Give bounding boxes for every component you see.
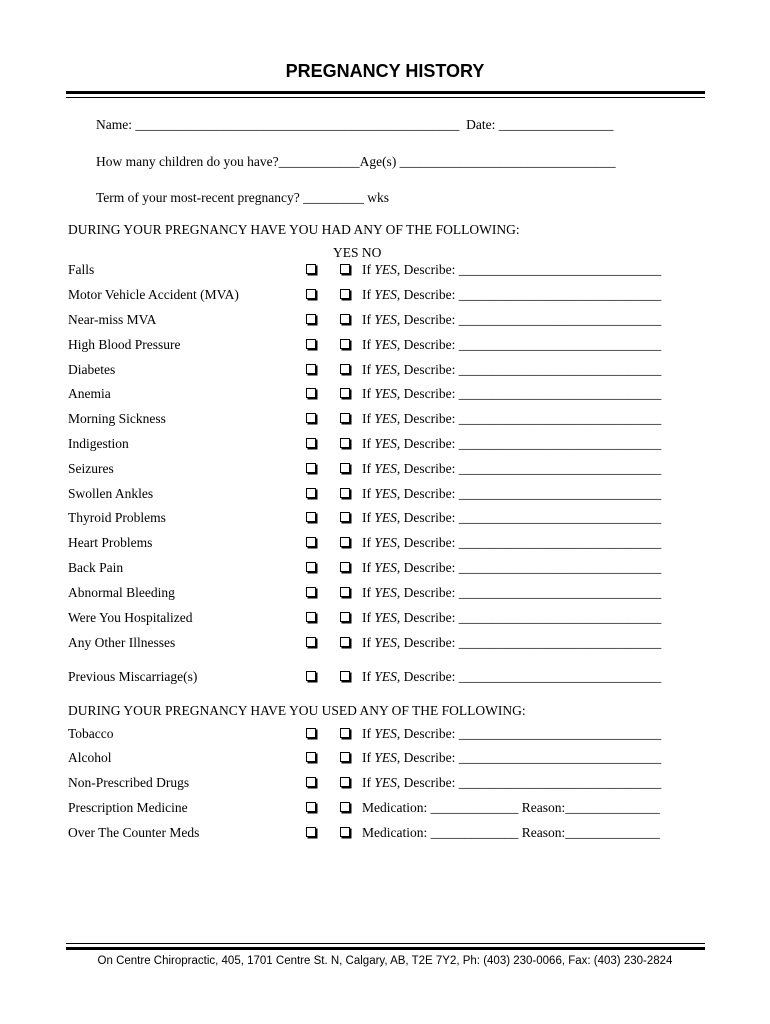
section2-heading: DURING YOUR PREGNANCY HAVE YOU USED ANY OF THE FOLLOWING: (68, 703, 526, 718)
if-text: If (362, 262, 375, 277)
question-label: Seizures (68, 461, 114, 476)
describe-field[interactable] (362, 461, 661, 477)
question-row (0, 535, 770, 553)
yes-checkbox[interactable] (306, 264, 316, 274)
if-text: If (362, 750, 375, 765)
question-label: Diabetes (68, 362, 116, 377)
yes-emphasis: YES (374, 337, 397, 352)
yes-checkbox[interactable] (306, 537, 316, 547)
question-label: Motor Vehicle Accident (MVA) (68, 287, 239, 302)
describe-field[interactable] (362, 436, 661, 452)
yes-checkbox[interactable] (306, 512, 316, 522)
footer-rule-thick (66, 947, 705, 950)
yes-emphasis: YES (374, 262, 397, 277)
question-row (0, 610, 770, 628)
no-checkbox[interactable] (340, 488, 350, 498)
yes-checkbox[interactable] (306, 671, 316, 681)
question-row (0, 775, 770, 793)
describe-text: Medication: _____________ Reason:______________ (362, 800, 660, 815)
describe-field[interactable] (362, 669, 661, 685)
yes-emphasis: YES (374, 386, 397, 401)
yes-checkbox[interactable] (306, 728, 316, 738)
if-text: If (362, 560, 375, 575)
question-row (0, 510, 770, 528)
no-checkbox[interactable] (340, 314, 350, 324)
no-checkbox[interactable] (340, 802, 350, 812)
yes-checkbox[interactable] (306, 463, 316, 473)
describe-field[interactable] (362, 337, 661, 353)
no-checkbox[interactable] (340, 752, 350, 762)
describe-text: , Describe: ______________________________ (396, 312, 662, 327)
question-row (0, 287, 770, 305)
if-text: If (362, 337, 375, 352)
yes-emphasis: YES (374, 436, 397, 451)
if-text: If (362, 287, 375, 302)
describe-text: , Describe: ______________________________ (396, 775, 662, 790)
if-text: If (362, 436, 375, 451)
yes-emphasis: YES (374, 585, 397, 600)
describe-text: , Describe: ______________________________ (396, 560, 662, 575)
header-rule-thin (66, 97, 705, 98)
describe-field[interactable] (362, 585, 661, 601)
no-checkbox[interactable] (340, 537, 350, 547)
if-text: If (362, 386, 375, 401)
no-checkbox[interactable] (340, 777, 350, 787)
yes-checkbox[interactable] (306, 562, 316, 572)
no-checkbox[interactable] (340, 671, 350, 681)
yes-checkbox[interactable] (306, 637, 316, 647)
yes-emphasis: YES (374, 312, 397, 327)
question-row (0, 800, 770, 818)
no-checkbox[interactable] (340, 562, 350, 572)
footer-rule-thin (66, 943, 705, 944)
no-checkbox[interactable] (340, 289, 350, 299)
no-checkbox[interactable] (340, 728, 350, 738)
question-row (0, 411, 770, 429)
yes-checkbox[interactable] (306, 612, 316, 622)
question-row (0, 585, 770, 603)
yes-emphasis: YES (374, 461, 397, 476)
describe-text: , Describe: ______________________________ (396, 486, 662, 501)
describe-field[interactable] (362, 386, 661, 402)
describe-field[interactable] (362, 312, 661, 328)
yes-checkbox[interactable] (306, 314, 316, 324)
yes-emphasis: YES (374, 635, 397, 650)
question-row (0, 337, 770, 355)
describe-field[interactable] (362, 287, 661, 303)
question-row (0, 635, 770, 653)
describe-field[interactable] (362, 825, 660, 841)
describe-text: , Describe: ______________________________ (396, 585, 662, 600)
yes-emphasis: YES (374, 775, 397, 790)
question-row (0, 560, 770, 578)
describe-field[interactable] (362, 610, 661, 626)
describe-field[interactable] (362, 726, 661, 742)
if-text: If (362, 669, 375, 684)
describe-field[interactable] (362, 800, 660, 816)
term-field[interactable]: Term of your most-recent pregnancy? _________ wks (96, 190, 389, 205)
question-label: High Blood Pressure (68, 337, 181, 352)
describe-field[interactable] (362, 635, 661, 651)
no-checkbox[interactable] (340, 637, 350, 647)
section1-heading: DURING YOUR PREGNANCY HAVE YOU HAD ANY OF THE FOLLOWING: (68, 222, 520, 237)
question-label: Alcohol (68, 750, 112, 765)
yes-emphasis: YES (374, 411, 397, 426)
question-row (0, 750, 770, 768)
no-checkbox[interactable] (340, 264, 350, 274)
describe-text: , Describe: ______________________________ (396, 436, 662, 451)
yes-emphasis: YES (374, 287, 397, 302)
no-checkbox[interactable] (340, 339, 350, 349)
yes-emphasis: YES (374, 486, 397, 501)
yes-checkbox[interactable] (306, 289, 316, 299)
describe-text: , Describe: ______________________________ (396, 337, 662, 352)
question-label: Morning Sickness (68, 411, 166, 426)
question-label: Near-miss MVA (68, 312, 157, 327)
no-checkbox[interactable] (340, 388, 350, 398)
question-label: Previous Miscarriage(s) (68, 669, 198, 684)
if-text: If (362, 461, 375, 476)
if-text: If (362, 610, 375, 625)
describe-text: , Describe: ______________________________ (396, 726, 662, 741)
question-row (0, 386, 770, 404)
yes-emphasis: YES (374, 362, 397, 377)
describe-text: , Describe: ______________________________ (396, 386, 662, 401)
no-checkbox[interactable] (340, 587, 350, 597)
describe-text: , Describe: ______________________________ (396, 610, 662, 625)
question-label: Any Other Illnesses (68, 635, 176, 650)
question-label: Indigestion (68, 436, 129, 451)
describe-field[interactable] (362, 510, 661, 526)
yes-checkbox[interactable] (306, 364, 316, 374)
describe-field[interactable] (362, 362, 661, 378)
question-row (0, 312, 770, 330)
question-row (0, 362, 770, 380)
question-label: Anemia (68, 386, 111, 401)
question-label: Back Pain (68, 560, 124, 575)
if-text: If (362, 535, 375, 550)
yes-checkbox[interactable] (306, 827, 316, 837)
question-label: Abnormal Bleeding (68, 585, 175, 600)
if-text: If (362, 726, 375, 741)
describe-field[interactable] (362, 486, 661, 502)
yes-emphasis: YES (374, 560, 397, 575)
question-label: Were You Hospitalized (68, 610, 193, 625)
describe-text: Medication: _____________ Reason:______________ (362, 825, 660, 840)
if-text: If (362, 585, 375, 600)
describe-text: , Describe: ______________________________ (396, 411, 662, 426)
page-title: PREGNANCY HISTORY (285, 61, 485, 81)
describe-field[interactable] (362, 750, 661, 766)
yes-emphasis: YES (374, 750, 397, 765)
describe-field[interactable] (362, 775, 661, 791)
name-date-field[interactable]: Name: ________________________________________________ Date: _________________ (96, 117, 614, 132)
yes-emphasis: YES (374, 510, 397, 525)
yes-checkbox[interactable] (306, 413, 316, 423)
describe-text: , Describe: ______________________________ (396, 669, 662, 684)
describe-field[interactable] (362, 262, 661, 278)
no-checkbox[interactable] (340, 463, 350, 473)
question-label: Swollen Ankles (68, 486, 154, 501)
yes-checkbox[interactable] (306, 752, 316, 762)
if-text: If (362, 635, 375, 650)
describe-text: , Describe: ______________________________ (396, 635, 662, 650)
no-checkbox[interactable] (340, 612, 350, 622)
children-ages-field[interactable]: How many children do you have?____________Age(s) ________________________________ (96, 154, 616, 169)
yes-emphasis: YES (374, 669, 397, 684)
yes-checkbox[interactable] (306, 488, 316, 498)
question-row (0, 436, 770, 454)
if-text: If (362, 486, 375, 501)
yes-no-header: YES NO (333, 245, 382, 260)
no-checkbox[interactable] (340, 827, 350, 837)
yes-emphasis: YES (374, 535, 397, 550)
no-checkbox[interactable] (340, 413, 350, 423)
question-label: Over The Counter Meds (68, 825, 200, 840)
describe-field[interactable] (362, 535, 661, 551)
no-checkbox[interactable] (340, 438, 350, 448)
yes-emphasis: YES (374, 610, 397, 625)
question-label: Thyroid Problems (68, 510, 166, 525)
question-label: Tobacco (68, 726, 114, 741)
if-text: If (362, 411, 375, 426)
describe-text: , Describe: ______________________________ (396, 510, 662, 525)
describe-field[interactable] (362, 560, 661, 576)
yes-emphasis: YES (374, 726, 397, 741)
question-row (0, 486, 770, 504)
question-row (0, 825, 770, 843)
question-label: Prescription Medicine (68, 800, 188, 815)
yes-checkbox[interactable] (306, 802, 316, 812)
question-row (0, 726, 770, 744)
describe-text: , Describe: ______________________________ (396, 461, 662, 476)
question-row (0, 669, 770, 687)
yes-checkbox[interactable] (306, 438, 316, 448)
describe-text: , Describe: ______________________________ (396, 535, 662, 550)
if-text: If (362, 510, 375, 525)
yes-checkbox[interactable] (306, 587, 316, 597)
question-row (0, 461, 770, 479)
describe-text: , Describe: ______________________________ (396, 287, 662, 302)
describe-text: , Describe: ______________________________ (396, 750, 662, 765)
describe-text: , Describe: ______________________________ (396, 262, 662, 277)
no-checkbox[interactable] (340, 364, 350, 374)
question-label: Heart Problems (68, 535, 153, 550)
question-row (0, 262, 770, 280)
header-rule-thick (66, 91, 705, 94)
footer-address: On Centre Chiropractic, 405, 1701 Centre St. N, Calgary, AB, T2E 7Y2, Ph: (403) 230-0066, Fax: (403) 230-2824 (97, 955, 673, 967)
describe-text: , Describe: ______________________________ (396, 362, 662, 377)
question-label: Falls (68, 262, 95, 277)
yes-checkbox[interactable] (306, 777, 316, 787)
yes-checkbox[interactable] (306, 388, 316, 398)
describe-field[interactable] (362, 411, 661, 427)
question-label: Non-Prescribed Drugs (68, 775, 190, 790)
if-text: If (362, 362, 375, 377)
yes-checkbox[interactable] (306, 339, 316, 349)
if-text: If (362, 775, 375, 790)
no-checkbox[interactable] (340, 512, 350, 522)
if-text: If (362, 312, 375, 327)
